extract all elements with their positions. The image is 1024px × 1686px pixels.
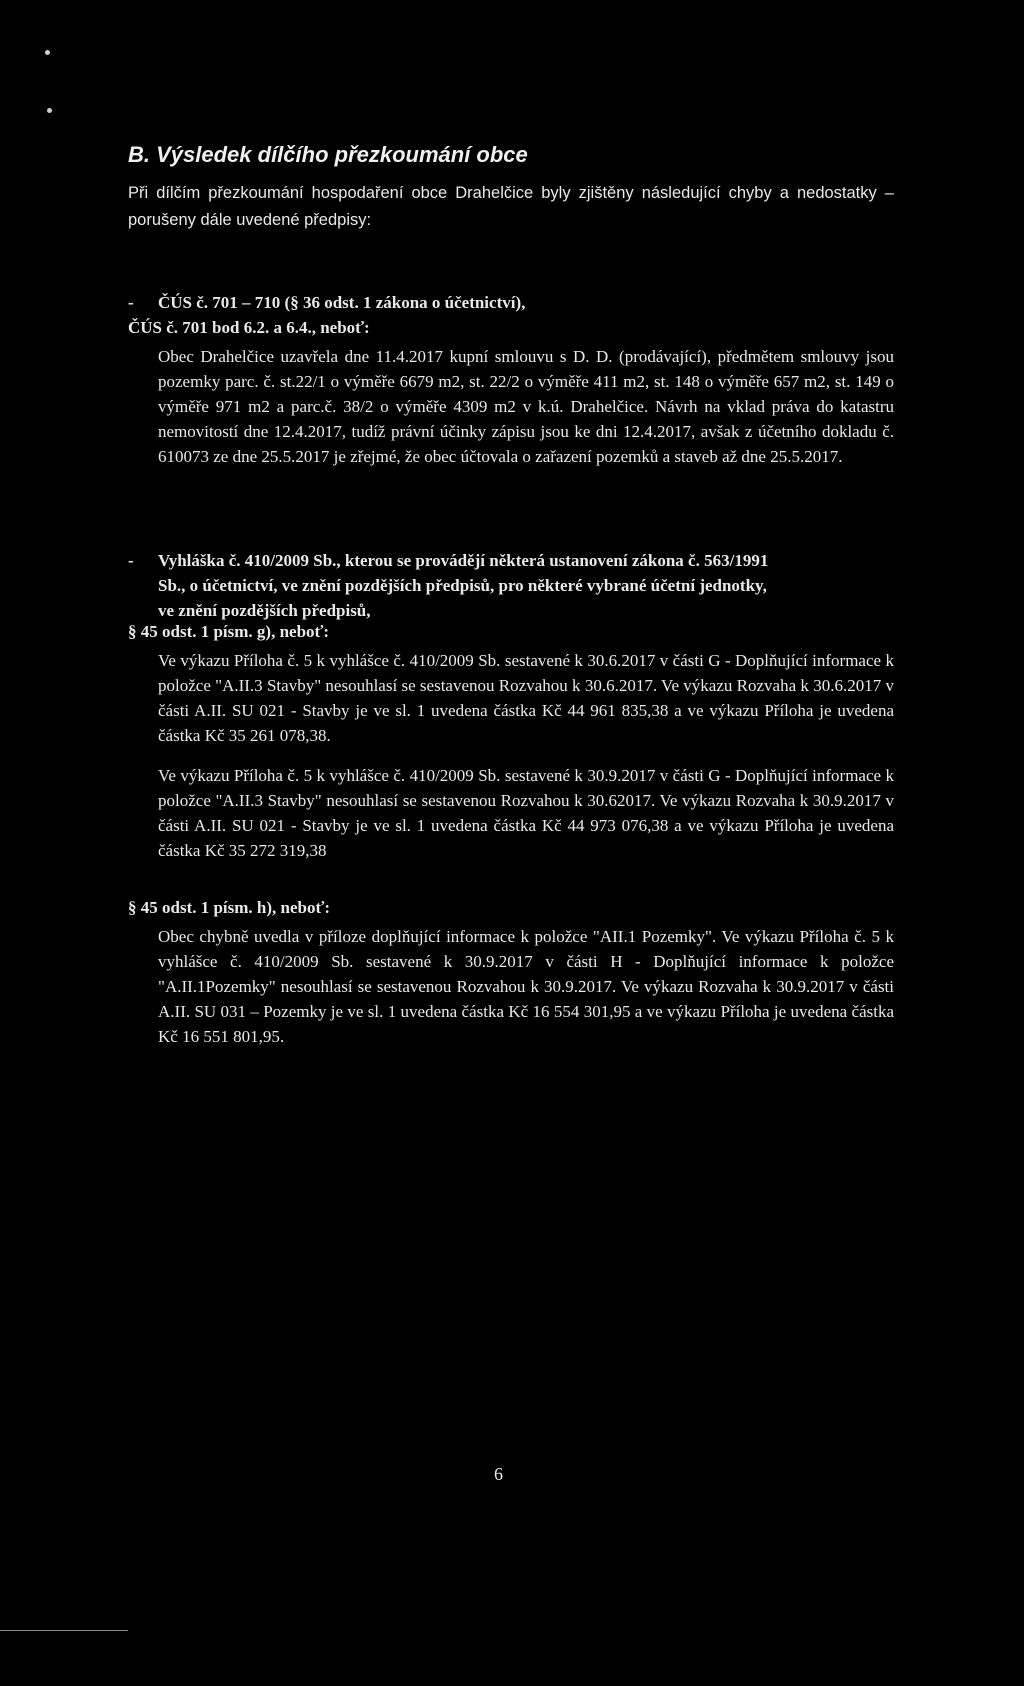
scan-speck (45, 50, 50, 55)
footer-rule (0, 1630, 128, 1631)
finding-2-reference (128, 548, 894, 623)
finding-1-ref-line-1: ČÚS č. 701 – 710 (§ 36 odst. 1 zákona o účetnictví), (158, 293, 526, 312)
list-dash: - (128, 293, 134, 312)
paragraph-g-reference: § 45 odst. 1 písm. g), neboť: (128, 622, 330, 641)
intro-paragraph: Při dílčím přezkoumání hospodaření obce Drahelčice byly zjištěny následující chyby a nedostatky – porušeny dále uvedené předpisy: (128, 184, 894, 229)
paragraph-g-text-1: Ve výkazu Příloha č. 5 k vyhlášce č. 410/2009 Sb. sestavené k 30.6.2017 v části G - Doplňující informace k položce "A.II.3 Stavby" nesouhlasí se sestavenou Rozvahou k 30.6.2017. Ve výkazu Rozvaha k 30.6.2017 v části A.II. SU 021 - Stavby je ve sl. 1 uvedena částka Kč 44 961 835,38 a ve výkazu Příloha je uvedena částka Kč 35 261 078,38. (158, 651, 894, 745)
finding-2-ref-line-2: Sb., o účetnictví, ve znění pozdějších předpisů, pro některé vybrané účetní jednotky, (158, 576, 767, 595)
finding-2-ref-line-1: Vyhláška č. 410/2009 Sb., kterou se provádějí některá ustanovení zákona č. 563/1991 (158, 551, 769, 570)
section-heading: B. Výsledek dílčího přezkoumání obce (128, 142, 528, 167)
paragraph-h-reference: § 45 odst. 1 písm. h), neboť: (128, 898, 331, 917)
scan-speck (47, 108, 52, 113)
finding-1-ref-line-2: ČÚS č. 701 bod 6.2. a 6.4., neboť: (128, 318, 370, 337)
finding-1-reference (128, 290, 894, 340)
finding-2-ref-line-3: ve znění pozdějších předpisů, (158, 601, 371, 620)
paragraph-h-text: Obec chybně uvedla v příloze doplňující informace k položce "AII.1 Pozemky". Ve výkazu Příloha č. 5 k vyhlášce č. 410/2009 Sb. sestavené k 30.9.2017 v části H - Doplňující informace k položce "A.II.1Pozemky" nesouhlasí se sestavenou Rozvahou k 30.9.2017. Ve výkazu Rozvaha k 30.9.2017 v části A.II. SU 031 – Pozemky je ve sl. 1 uvedena částka Kč 16 554 301,95 a ve výkazu Příloha je uvedena částka Kč 16 551 801,95. (158, 927, 894, 1046)
paragraph-g-text-2: Ve výkazu Příloha č. 5 k vyhlášce č. 410/2009 Sb. sestavené k 30.9.2017 v části G - Doplňující informace k položce "A.II.3 Stavby" nesouhlasí se sestavenou Rozvahou k 30.62017. Ve výkazu Rozvaha k 30.9.2017 v části A.II. SU 021 - Stavby je ve sl. 1 uvedena částka Kč 44 973 076,38 a ve výkazu Příloha je uvedena částka Kč 35 272 319,38 (158, 766, 894, 860)
list-dash: - (128, 551, 134, 570)
page-number: 6 (494, 1464, 503, 1484)
finding-1-text: Obec Drahelčice uzavřela dne 11.4.2017 kupní smlouvu s D. D. (prodávající), předmětem smlouvy jsou pozemky parc. č. st.22/1 o výměře 6679 m2, st. 22/2 o výměře 411 m2, st. 148 o výměře 657 m2, st. 149 o výměře 971 m2 a parc.č. 38/2 o výměře 4309 m2 v k.ú. Drahelčice. Návrh na vklad práva do katastru nemovitostí dne 12.4.2017, tudíž právní účinky zápisu jsou ke dni 12.4.2017, avšak z účetního dokladu č. 610073 ze dne 25.5.2017 je zřejmé, že obec účtovala o zařazení pozemků a staveb až dne 25.5.2017. (158, 347, 894, 466)
